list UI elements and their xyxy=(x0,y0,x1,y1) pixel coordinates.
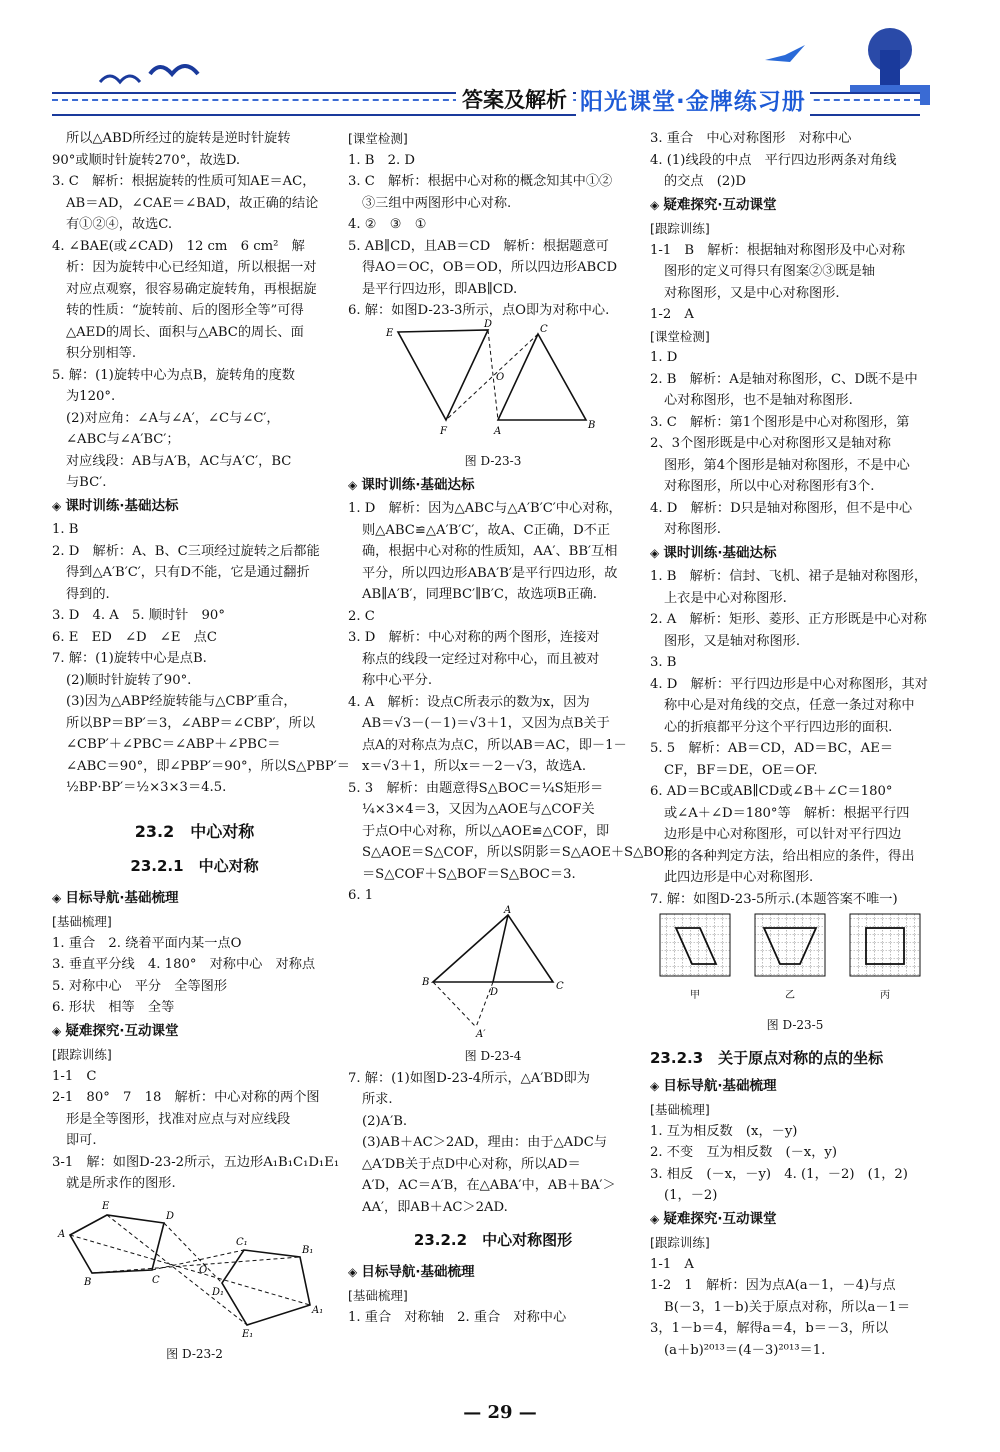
section-heading: ◈ 课时训练·基础达标 xyxy=(52,496,337,518)
text-line: 6. AD＝BC或AB∥CD或∠B＋∠C＝180° xyxy=(650,784,893,799)
svg-text:C: C xyxy=(540,323,548,335)
text-line: 2-1 80° 7 18 解析：中心对称的两个图 xyxy=(52,1090,320,1105)
text-line: ∠ABC＝90°，即∠PBP′＝90°，所以S△PBP′＝ xyxy=(66,758,350,774)
text-line: 则△ABC≌△A′B′C′，故A、C正确，D不正 xyxy=(362,522,611,538)
pentagon-diagram xyxy=(52,1195,324,1340)
svg-text:D: D xyxy=(484,318,493,330)
text-line: 图形，第4个图形是轴对称图形，不是中心 xyxy=(664,457,910,473)
text-line: 4. D 解析：平行四边形是中心对称图形，其对 xyxy=(650,676,928,692)
svg-text:E₁: E₁ xyxy=(242,1328,254,1340)
text-line: 是平行四边形，即AB∥CD. xyxy=(362,281,518,297)
col2-block-4 xyxy=(348,1307,638,1329)
text-line: CF，BF＝DE，OE＝OF. xyxy=(664,762,818,778)
svg-text:D: D xyxy=(166,1210,175,1222)
text-line: 心对称图形，也不是轴对称图形. xyxy=(664,393,853,408)
text-line: 平分，所以四边形ABA′B′是平行四边形，故 xyxy=(362,565,618,581)
page-number: — 29 — xyxy=(463,1402,537,1423)
text-line: 3，1－b＝4，解得a＝4，b＝－3，所以 xyxy=(650,1321,889,1336)
grid-label-jia: 甲 xyxy=(690,990,700,1001)
text-line: 边形是中心对称图形，可以针对平行四边 xyxy=(664,827,902,842)
text-line: 于点O中心对称，所以△AOE≌△COF，即 xyxy=(362,823,610,839)
text-line: ½BP·BP′＝½×3×3＝4.5. xyxy=(66,780,227,795)
text-line: 称中心是对角线的交点，任意一条过对称中 xyxy=(664,698,915,713)
svg-text:O: O xyxy=(496,371,505,383)
text-line: x＝√3＋1，所以x＝－2－√3，故选A. xyxy=(362,759,587,774)
col2-block-3 xyxy=(348,1068,638,1219)
subsection-title: 23.2.1 中心对称 xyxy=(130,857,259,875)
svg-text:B₁: B₁ xyxy=(302,1244,314,1256)
text-line: 4. ∠BAE(或∠CAD) 12 cm 6 cm² 解 xyxy=(52,238,305,254)
text-line: 图形的定义可得只有图案②③既是轴 xyxy=(664,264,875,279)
column-1 xyxy=(52,128,350,1366)
text-line: 3. C 解析：根据中心对称的概念知其中①② xyxy=(348,174,613,189)
text-line: 2. D 解析：A、B、C三项经过旋转之后都能 xyxy=(52,543,320,559)
section-heading: ◈ 疑难探究·互动课堂 xyxy=(52,1021,337,1043)
text-line: 此四边形是中心对称图形. xyxy=(664,870,814,885)
text-line: 1. D 解析：因为△ABC与△A′B′C′中心对称， xyxy=(348,501,622,516)
text-line: AA′，即AB＋AC＞2AD. xyxy=(362,1199,508,1215)
box-label: [跟踪训练] xyxy=(650,1235,710,1250)
text-line: 2. A 解析：矩形、菱形、正方形既是中心对称 xyxy=(650,612,927,627)
svg-text:E: E xyxy=(386,327,394,339)
text-line: 1. B 2. D xyxy=(348,152,415,168)
text-line: ＝S△COF＋S△BOF＝S△BOC＝3. xyxy=(362,866,576,882)
text-line: 形的各种判定方法，给出相应的条件，得出 xyxy=(664,848,915,864)
svg-text:F: F xyxy=(440,425,447,437)
col3-block-4 xyxy=(650,566,940,910)
figure-caption: 图 D-23-3 xyxy=(464,454,522,468)
text-line: 4. (1)线段的中点 平行四边形两条对角线 xyxy=(650,152,897,168)
box-label: [跟踪训练] xyxy=(650,221,710,236)
text-line: AB∥A′B′，同理BC′∥B′C，故选项B正确. xyxy=(362,587,597,602)
svg-text:C: C xyxy=(152,1274,160,1286)
text-line: 1. 重合 对称轴 2. 重合 对称中心 xyxy=(348,1309,567,1325)
text-line: 5. AB∥CD，且AB＝CD 解析：根据题意可 xyxy=(348,238,609,254)
subsection-title: 23.2.2 中心对称图形 xyxy=(413,1231,573,1249)
svg-text:B: B xyxy=(84,1276,92,1288)
text-line: 1-1 A xyxy=(650,1256,694,1272)
text-line: 图形，又是轴对称图形. xyxy=(664,633,801,649)
text-line: 3. D 解析：中心对称的两个图形，连接对 xyxy=(348,630,600,645)
text-line: 得AO＝OC，OB＝OD，所以四边形ABCD xyxy=(362,260,618,275)
svg-text:B: B xyxy=(422,976,430,988)
col1-block-1 xyxy=(52,128,337,494)
text-line: 5. 5 解析：AB＝CD，AD＝BC，AE＝ xyxy=(650,741,894,756)
svg-text:A: A xyxy=(504,904,512,916)
text-line: 3. C 解析：根据旋转的性质可知AE＝AC， xyxy=(52,174,316,189)
text-line: 5. 对称中心 平分 全等图形 xyxy=(52,978,228,994)
text-line: 对称图形，所以中心对称图形有3个. xyxy=(664,479,875,494)
subsection-title: 23.2.3 关于原点对称的点的坐标 xyxy=(650,1049,884,1067)
text-line: (a＋b)²⁰¹³＝(4－3)²⁰¹³＝1. xyxy=(664,1342,826,1358)
text-line: 3. 垂直平分线 4. 180° 对称中心 对称点 xyxy=(52,957,316,972)
text-line: 7. 解：如图D-23-5所示.(本题答案不唯一) xyxy=(650,891,898,907)
text-line: 5. 解：(1)旋转中心为点B，旋转角的度数 xyxy=(52,367,295,383)
text-line: (1，－2) xyxy=(664,1188,718,1203)
text-line: 1. B 解析：信封、飞机、裙子是轴对称图形， xyxy=(650,569,928,584)
text-line: 90°或顺时针旋转270°，故选D. xyxy=(52,152,241,168)
text-line: 4. A 解析：设点C所表示的数为x，因为 xyxy=(348,694,590,710)
text-line: 转的性质：“旋转前、后的图形全等”可得 xyxy=(66,303,304,318)
figure-caption: 图 D-23-4 xyxy=(464,1049,522,1063)
text-line: (3)AB＋AC＞2AD，理由：由于△ADC与 xyxy=(362,1135,608,1150)
text-line: 6. 形状 相等 全等 xyxy=(52,1000,175,1015)
text-line: 即可. xyxy=(66,1133,97,1148)
text-line: 得到△A′B′C′，只有D不能，它是通过翻折 xyxy=(66,565,310,580)
text-line: (2)A′B. xyxy=(362,1113,408,1129)
text-line: 得到的. xyxy=(66,586,110,602)
text-line: 确，根据中心对称的性质知，AA′、BB′互相 xyxy=(362,544,618,559)
text-line: 6. 解：如图D-23-3所示，点O即为对称中心. xyxy=(348,303,610,318)
text-line: 6. E ED ∠D ∠E 点C xyxy=(52,629,217,645)
text-line: 的交点 (2)D xyxy=(664,174,747,189)
text-line: 1. B xyxy=(52,522,79,537)
header-answers-title: 答案及解析 xyxy=(456,84,573,114)
col2-block-1 xyxy=(348,150,638,322)
text-line: 或∠A＋∠D＝180°等 解析：根据平行四 xyxy=(664,805,910,821)
section-heading: ◈ 疑难探究·互动课堂 xyxy=(650,1209,940,1231)
section-heading: ◈ 目标导航·基础梳理 xyxy=(650,1076,940,1098)
text-line: 1-2 1 解析：因为点A(a－1，－4)与点 xyxy=(650,1278,896,1293)
box-label: [基础梳理] xyxy=(52,914,112,929)
text-line: ③三组中两图形中心对称. xyxy=(362,195,512,211)
text-line: 2. B 解析：A是轴对称图形，C、D既不是中 xyxy=(650,371,918,387)
text-line: 与BC′. xyxy=(66,475,107,490)
page-header xyxy=(0,0,1000,135)
text-line: 7. 解：(1)旋转中心是点B. xyxy=(52,651,207,666)
grid-label-bing: 丙 xyxy=(880,990,890,1001)
svg-text:A: A xyxy=(58,1228,66,1240)
text-line: S△AOE＝S△COF，所以S阴影＝S△AOE＋S△BOF xyxy=(362,845,674,860)
figure-d-23-4 xyxy=(348,904,638,1068)
text-line: 3. 相反 (－x，－y) 4. (1，－2) (1，2) xyxy=(650,1166,908,1182)
text-line: 1. 互为相反数 (x，－y) xyxy=(650,1123,798,1139)
col3-block-3 xyxy=(650,347,940,541)
text-line: 3. C 解析：第1个图形是中心对称图形，第 xyxy=(650,414,910,430)
box-label: [基础梳理] xyxy=(348,1288,408,1303)
text-line: 3. B xyxy=(650,655,677,670)
text-line: ∠ABC与∠A′BC′； xyxy=(66,432,180,447)
svg-text:A₁: A₁ xyxy=(312,1304,324,1316)
text-line: 3-1 解：如图D-23-2所示，五边形A₁B₁C₁D₁E₁ xyxy=(52,1154,340,1170)
text-line: ¼×3×4＝3，又因为△AOE与△COF关 xyxy=(362,802,595,817)
section-heading: ◈ 课时训练·基础达标 xyxy=(348,475,638,497)
text-line: 对应点观察，很容易确定旋转角，再根据旋 xyxy=(66,281,317,297)
header-brand-title: 阳光课堂·金牌练习册 xyxy=(576,83,810,116)
svg-text:C: C xyxy=(556,980,564,992)
text-line: AB＝AD，∠CAE＝∠BAD，故正确的结论 xyxy=(66,195,319,211)
text-line: 析：因为旋转中心已经知道，所以根据一对 xyxy=(66,260,317,275)
svg-text:D₁: D₁ xyxy=(212,1286,225,1298)
text-line: 3. 重合 中心对称图形 对称中心 xyxy=(650,131,852,146)
chapter-title: 23.2 中心对称 xyxy=(134,821,255,841)
text-line: AB＝√3－(－1)＝√3＋1，又因为点B关于 xyxy=(362,716,610,731)
text-line: A′D，AC＝A′B，在△ABA′中，AB＋BA′＞ xyxy=(362,1178,616,1193)
section-heading: ◈ 课时训练·基础达标 xyxy=(650,543,940,565)
col1-block-3 xyxy=(52,933,337,1019)
svg-text:D: D xyxy=(490,986,499,998)
text-line: 2. 不变 互为相反数 (－x，y) xyxy=(650,1145,838,1160)
text-line: 4. D 解析：D只是轴对称图形，但不是中心 xyxy=(650,500,913,516)
text-line: (2)顺时针旋转了90°. xyxy=(66,672,192,688)
col3-block-2 xyxy=(650,240,940,326)
text-line: 1-2 A xyxy=(650,307,694,322)
text-line: 1. D xyxy=(650,350,678,365)
box-label: [基础梳理] xyxy=(650,1102,710,1117)
text-line: 对称图形，又是中心对称图形. xyxy=(664,285,840,301)
text-line: 有①②④，故选C. xyxy=(66,217,173,232)
svg-text:B: B xyxy=(588,419,596,431)
figure-caption: 图 D-23-2 xyxy=(166,1347,223,1361)
section-heading: ◈ 疑难探究·互动课堂 xyxy=(650,195,940,217)
text-line: 7. 解：(1)如图D-23-4所示，△A′BD即为 xyxy=(348,1070,590,1086)
text-line: 2. C xyxy=(348,608,375,624)
triangle-symmetry-diagram xyxy=(348,318,628,442)
text-line: 所求. xyxy=(362,1092,393,1107)
text-line: 2、3个图形既是中心对称图形又是轴对称 xyxy=(650,436,891,451)
svg-text:O: O xyxy=(199,1264,208,1276)
text-line: ∠CBP′＋∠PBC＝∠ABP＋∠PBC＝ xyxy=(66,737,281,752)
text-line: 所以△ABD所经过的旋转是逆时针旋转 xyxy=(66,131,291,146)
triangle-median-diagram xyxy=(348,904,628,1040)
text-line: 形是全等图形，找准对应点与对应线段 xyxy=(66,1111,291,1127)
box-label: [课堂检测] xyxy=(348,131,408,146)
svg-text:E: E xyxy=(102,1200,110,1212)
text-line: 对称图形. xyxy=(664,522,721,537)
text-line: 对应线段：AB与A′B，AC与A′C′，BC xyxy=(66,453,292,469)
text-line: 4. ② ③ ① xyxy=(348,217,427,232)
text-line: 1. 重合 2. 绕着平面内某一点O xyxy=(52,935,242,951)
col1-block-2 xyxy=(52,519,350,799)
col3-block-5 xyxy=(650,1121,940,1207)
text-line: 6. 1 xyxy=(348,888,374,903)
figure-d-23-2 xyxy=(52,1195,337,1366)
figure-d-23-5 xyxy=(650,910,940,1036)
text-line: 积分别相等. xyxy=(66,346,137,361)
figure-caption: 图 D-23-5 xyxy=(766,1017,824,1032)
figure-d-23-3 xyxy=(348,318,638,473)
text-line: 上衣是中心对称图形. xyxy=(664,590,787,606)
text-line: 1-1 C xyxy=(52,1068,97,1084)
section-heading: ◈ 目标导航·基础梳理 xyxy=(348,1262,638,1284)
section-heading: ◈ 目标导航·基础梳理 xyxy=(52,888,337,910)
grid-figures-diagram xyxy=(650,910,930,1005)
box-label: [跟踪训练] xyxy=(52,1047,112,1062)
grid-label-yi: 乙 xyxy=(785,990,795,1001)
text-line: 心的折痕都平分这个平行四边形的面积. xyxy=(664,719,893,735)
text-line: 所以BP＝BP′＝3，∠ABP＝∠CBP′，所以 xyxy=(66,715,316,731)
text-line: (2)对应角：∠A与∠A′，∠C与∠C′， xyxy=(66,410,280,426)
col3-block-6 xyxy=(650,1254,940,1362)
box-label: [课堂检测] xyxy=(650,328,710,344)
text-line: 5. 3 解析：由题意得S△BOC＝¼S矩形＝ xyxy=(348,780,604,796)
text-line: △AED的周长、面积与△ABC的周长、面 xyxy=(66,324,304,340)
text-line: (3)因为△ABP经旋转能与△CBP′重合， xyxy=(66,694,297,709)
svg-text:A′: A′ xyxy=(476,1028,486,1040)
text-line: 就是所求作的图形. xyxy=(66,1176,176,1191)
bird-icon xyxy=(760,40,810,80)
col3-block-1 xyxy=(650,128,940,193)
text-line: B(－3，1－b)关于原点对称，所以a－1＝ xyxy=(664,1299,911,1315)
text-line: 为120°. xyxy=(66,389,116,404)
text-line: 称点的线段一定经过对称中心，而且被对 xyxy=(362,651,600,667)
column-3 xyxy=(650,128,940,1361)
svg-text:A: A xyxy=(494,425,502,437)
text-line: 3. D 4. A 5. 顺时针 90° xyxy=(52,608,225,623)
text-line: 点A的对称点为点C，所以AB＝AC，即－1－ xyxy=(362,737,627,753)
text-line: 称中心平分. xyxy=(362,673,433,688)
svg-text:C₁: C₁ xyxy=(236,1236,248,1248)
text-line: 1-1 B 解析：根据轴对称图形及中心对称 xyxy=(650,242,906,258)
col1-block-4 xyxy=(52,1066,340,1195)
text-line: △A′DB关于点D中心对称，所以AD＝ xyxy=(362,1156,581,1172)
